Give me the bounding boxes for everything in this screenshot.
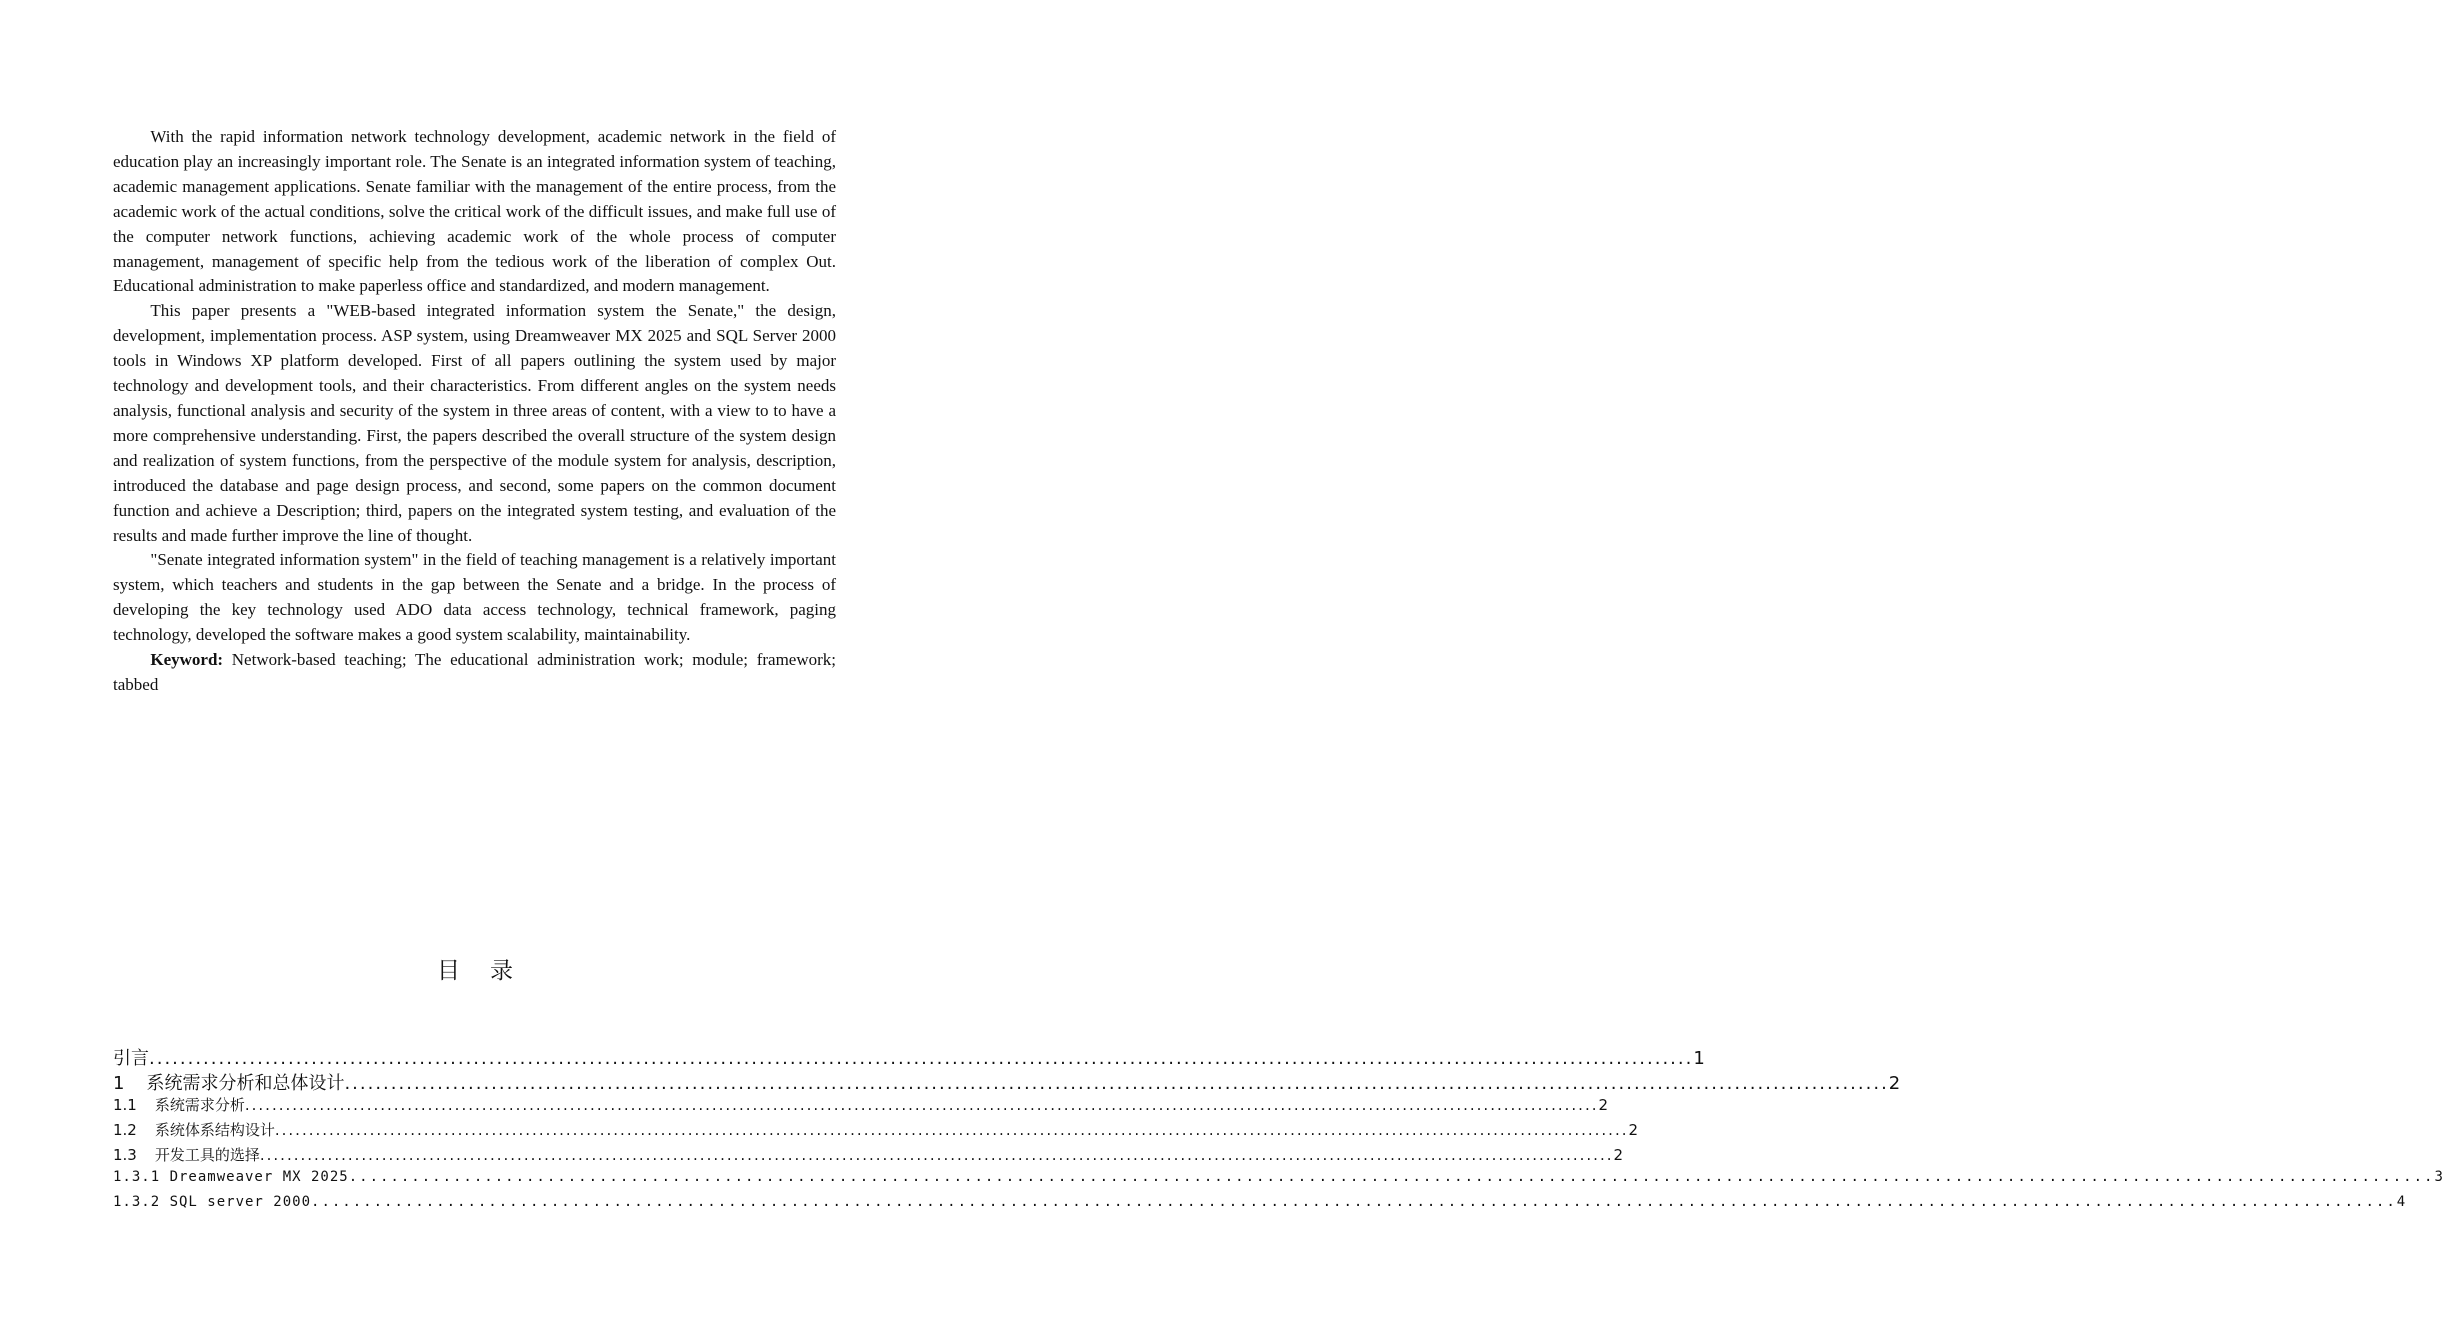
toc-title: 目录 [437, 958, 543, 984]
toc-entry[interactable] [113, 1044, 1705, 1069]
toc-leader-dots: ........................................................................................................................................................................................................ [348, 1169, 2435, 1185]
toc-leader-dots: ........................................................................................................................................................................................................ [274, 1121, 1629, 1139]
toc-entry-label: 开发工具的选择 [154, 1146, 260, 1164]
table-of-contents [113, 1044, 2444, 1219]
toc-entry-number: 1 [113, 1073, 125, 1094]
toc-leader-dots: ........................................................................................................................................................................................................ [244, 1096, 1599, 1114]
keyword-line [113, 648, 836, 698]
toc-entry-label: 系统体系结构设计 [154, 1121, 275, 1139]
toc-entry-page: 4 [2396, 1194, 2407, 1210]
toc-entry[interactable] [113, 1119, 1639, 1144]
toc-leader-dots: ........................................................................................................................................................................................................ [259, 1146, 1614, 1164]
toc-entry-page: 1 [1693, 1048, 1705, 1069]
toc-entry-page: 2 [1598, 1096, 1609, 1114]
toc-entry-label: 系统需求分析和总体设计 [146, 1073, 345, 1094]
toc-leader-dots: ........................................................................................................................................................................................................ [344, 1073, 1889, 1094]
abstract-section [113, 125, 836, 698]
toc-entry[interactable] [113, 1194, 2407, 1219]
toc-entry-label: 引言 [113, 1048, 149, 1069]
toc-entry[interactable] [113, 1094, 1609, 1119]
toc-entry-number: 1.2 [113, 1121, 137, 1139]
toc-entry-page: 2 [1613, 1146, 1624, 1164]
toc-entry-page: 2 [1888, 1073, 1901, 1094]
keyword-text: Network-based teaching; The educational administration work; module; framework; tabbed [113, 650, 836, 694]
toc-entry[interactable] [113, 1069, 1901, 1094]
abstract-paragraph-3: "Senate integrated information system" in the field of teaching management is a relatively important system, which teachers and students in the gap between the Senate and a bridge. In the process of developing the key technology used ADO data access technology, technical framework, paging technology, developed the software makes a good system scalability, maintainability. [113, 550, 836, 645]
toc-entry-label: 系统需求分析 [154, 1096, 245, 1114]
toc-entry[interactable] [113, 1169, 2444, 1194]
toc-entry-label: 1.3.2 SQL server 2000 [113, 1194, 312, 1210]
toc-leader-dots: ........................................................................................................................................................................................................ [149, 1048, 1694, 1069]
toc-entry-number: 1.3 [113, 1146, 137, 1164]
toc-entry-number: 1.1 [113, 1096, 137, 1114]
toc-entry-label: 1.3.1 Dreamweaver MX 2025 [113, 1169, 349, 1185]
toc-entry-page: 3 [2434, 1169, 2444, 1185]
keyword-label: Keyword: [150, 650, 224, 670]
abstract-paragraph-1: With the rapid information network technology development, academic network in the field of education play an increasingly important role. The Senate is an integrated information system of teaching, academic management applications. Senate familiar with the management of the entire process, from the academic work of the actual conditions, solve the critical work of the difficult issues, and make full use of the computer network functions, achieving academic work of the whole process of computer management, management of specific help from the tedious work of the liberation of complex Out. Educational administration to make paperless office and standardized, and modern management. [113, 127, 836, 296]
toc-entry-page: 2 [1628, 1121, 1639, 1139]
toc-entry[interactable] [113, 1144, 1624, 1169]
toc-leader-dots: ........................................................................................................................................................................................................ [311, 1194, 2397, 1210]
abstract-paragraph-2: This paper presents a "WEB-based integrated information system the Senate," the design, development, implementation process. ASP system, using Dreamweaver MX 2025 and SQL Server 2000 tools in Windows XP platform developed. First of all papers outlining the system used by major technology and development tools, and their characteristics. From different angles on the system needs analysis, functional analysis and security of the system in three areas of content, with a view to to have a more comprehensive understanding. First, the papers described the overall structure of the system design and realization of system functions, from the perspective of the module system for analysis, description, introduced the database and page design process, and second, some papers on the common document function and achieve a Description; third, papers on the integrated system testing, and evaluation of the results and made further improve the line of thought. [113, 301, 836, 545]
